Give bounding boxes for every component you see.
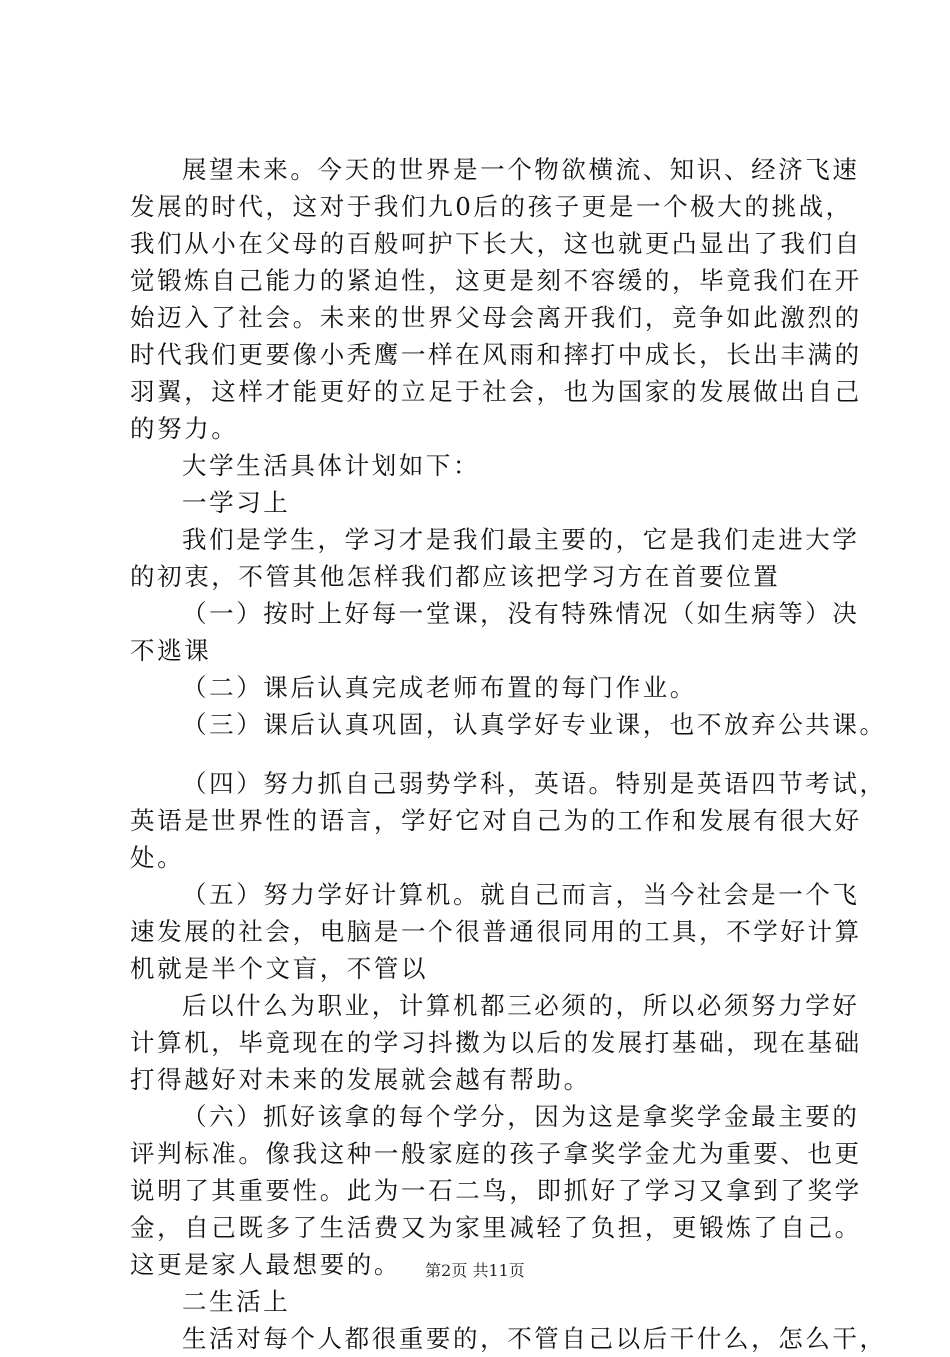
text-line: 英语是世界性的语言，学好它对自己为的工作和发展有很大好 bbox=[130, 806, 862, 835]
text-line: 速发展的社会，电脑是一个很普通很同用的工具，不学好计算 bbox=[130, 917, 862, 946]
text-line: 时代我们更要像小秃鹰一样在风雨和摔打中成长，长出丰满的 bbox=[130, 340, 862, 369]
text-line: 发展的时代，这对于我们九0后的孩子更是一个极大的挑战， bbox=[130, 192, 853, 221]
text-line: 计算机，毕竟现在的学习抖擞为以后的发展打基础，现在基础 bbox=[130, 1028, 862, 1057]
text-line: 说明了其重要性。此为一石二鸟，即抓好了学习又拿到了奖学 bbox=[130, 1176, 862, 1205]
text-line: 评判标准。像我这种一般家庭的孩子拿奖学金尤为重要、也更 bbox=[130, 1139, 862, 1168]
text-line: 这更是家人最想要的。 bbox=[130, 1250, 401, 1279]
text-line: （六）抓好该拿的每个学分，因为这是拿奖学金最主要的 bbox=[182, 1102, 860, 1131]
page-number-footer: 第2页 共11页 bbox=[425, 1261, 525, 1280]
text-line: 的初衷，不管其他怎样我们都应该把学习方在首要位置 bbox=[130, 562, 781, 591]
text-line: 始迈入了社会。未来的世界父母会离开我们，竞争如此激烈的 bbox=[130, 303, 862, 332]
text-line: 金，自己既多了生活费又为家里减轻了负担，更锻炼了自己。 bbox=[130, 1213, 862, 1242]
text-line: （二）课后认真完成老师布置的每门作业。 bbox=[182, 673, 697, 702]
section-heading: 二生活上 bbox=[182, 1287, 291, 1316]
text-line: 机就是半个文盲，不管以 bbox=[130, 954, 429, 983]
text-line: 的努力。 bbox=[130, 414, 239, 443]
text-line: 我们是学生，学习才是我们最主要的，它是我们走进大学 bbox=[182, 525, 860, 554]
text-line: 展望未来。今天的世界是一个物欲横流、知识、经济飞速 bbox=[182, 155, 860, 184]
text-line: 大学生活具体计划如下： bbox=[182, 451, 481, 480]
section-heading: 一学习上 bbox=[182, 488, 291, 517]
text-line: （三）课后认真巩固，认真学好专业课，也不放弃公共课。 bbox=[182, 710, 887, 739]
text-line: 羽翼，这样才能更好的立足于社会，也为国家的发展做出自己 bbox=[130, 377, 862, 406]
text-line: 觉锻炼自己能力的紧迫性，这更是刻不容缓的，毕竟我们在开 bbox=[130, 266, 862, 295]
text-line: 我们从小在父母的百般呵护下长大，这也就更凸显出了我们自 bbox=[130, 229, 862, 258]
text-line: 打得越好对未来的发展就会越有帮助。 bbox=[130, 1065, 591, 1094]
text-line: （四）努力抓自己弱势学科，英语。特别是英语四节考试， bbox=[182, 769, 887, 798]
text-line: 不逃课 bbox=[130, 636, 212, 665]
text-line: （五）努力学好计算机。就自己而言，当今社会是一个飞 bbox=[182, 880, 860, 909]
text-line: 生活对每个人都很重要的，不管自己以后干什么，怎么干， bbox=[182, 1324, 887, 1353]
text-line: 后以什么为职业，计算机都三必须的，所以必须努力学好 bbox=[182, 991, 860, 1020]
text-line: 处。 bbox=[130, 843, 185, 872]
text-line: （一）按时上好每一堂课，没有特殊情况（如生病等）决 bbox=[182, 599, 860, 628]
